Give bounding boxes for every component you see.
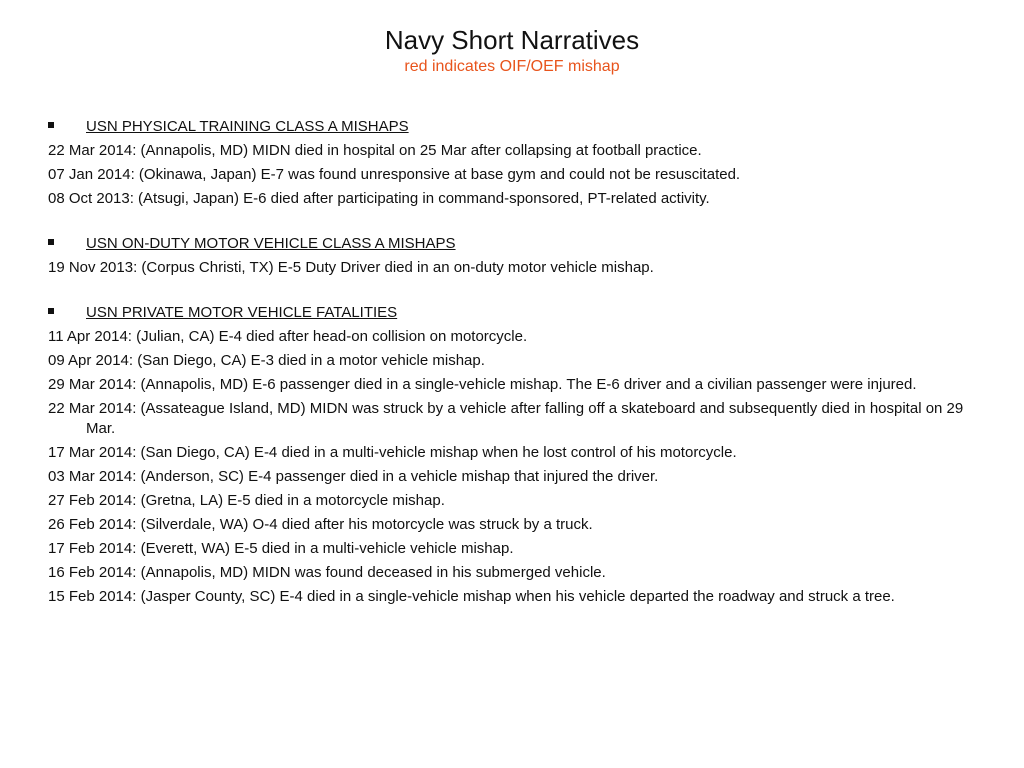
narrative-entry: 19 Nov 2013: (Corpus Christi, TX) E-5 Duty Driver died in an on-duty motor vehicle mishap.: [48, 259, 654, 276]
title-block: [0, 24, 1024, 78]
narrative-entry: 17 Feb 2014: (Everett, WA) E-5 died in a multi-vehicle vehicle mishap.: [48, 540, 514, 557]
narrative-entry: 16 Feb 2014: (Annapolis, MD) MIDN was found deceased in his submerged vehicle.: [48, 564, 606, 581]
narratives-content: [48, 116, 988, 631]
narrative-entry: 07 Jan 2014: (Okinawa, Japan) E-7 was found unresponsive at base gym and could not be resuscitated.: [48, 166, 741, 183]
section-physical-training: [48, 116, 988, 209]
narrative-entry: 09 Apr 2014: (San Diego, CA) E-3 died in a motor vehicle mishap.: [48, 352, 485, 369]
section-heading-text: USN ON-DUTY MOTOR VEHICLE CLASS A MISHAPS: [86, 235, 456, 252]
section-heading: [48, 233, 988, 254]
narrative-entry: 08 Oct 2013: (Atsugi, Japan) E-6 died after participating in command-sponsored, PT-related activity.: [48, 190, 710, 207]
narrative-entry: 03 Mar 2014: (Anderson, SC) E-4 passenger died in a vehicle mishap that injured the driver.: [48, 468, 659, 485]
section-on-duty-motor-vehicle: [48, 233, 988, 278]
slide-subtitle: red indicates OIF/OEF mishap: [404, 58, 620, 75]
section-heading-text: USN PRIVATE MOTOR VEHICLE FATALITIES: [86, 304, 398, 321]
square-bullet-icon: [48, 308, 54, 314]
narrative-entry: 22 Mar 2014: (Assateague Island, MD) MIDN was struck by a vehicle after falling off a skateboard and subsequently died in hospital on 29 Mar.: [48, 400, 964, 437]
square-bullet-icon: [48, 122, 54, 128]
narrative-entry: 29 Mar 2014: (Annapolis, MD) E-6 passenger died in a single-vehicle mishap. The E-6 driver and a civilian passenger were injured.: [48, 376, 917, 393]
narrative-entry: 27 Feb 2014: (Gretna, LA) E-5 died in a motorcycle mishap.: [48, 492, 445, 509]
narrative-entry: 17 Mar 2014: (San Diego, CA) E-4 died in a multi-vehicle mishap when he lost control of his motorcycle.: [48, 444, 737, 461]
square-bullet-icon: [48, 239, 54, 245]
narrative-entry: 26 Feb 2014: (Silverdale, WA) O-4 died after his motorcycle was struck by a truck.: [48, 516, 593, 533]
section-heading: [48, 302, 988, 323]
narrative-entry: 11 Apr 2014: (Julian, CA) E-4 died after head-on collision on motorcycle.: [48, 328, 528, 345]
slide-title: Navy Short Narratives: [384, 25, 640, 55]
narrative-entry: 15 Feb 2014: (Jasper County, SC) E-4 died in a single-vehicle mishap when his vehicle departed the roadway and struck a tree.: [48, 588, 895, 605]
narrative-entry: 22 Mar 2014: (Annapolis, MD) MIDN died in hospital on 25 Mar after collapsing at football practice.: [48, 142, 702, 159]
section-private-motor-vehicle: [48, 302, 988, 607]
section-heading: [48, 116, 988, 137]
section-heading-text: USN PHYSICAL TRAINING CLASS A MISHAPS: [86, 118, 409, 135]
